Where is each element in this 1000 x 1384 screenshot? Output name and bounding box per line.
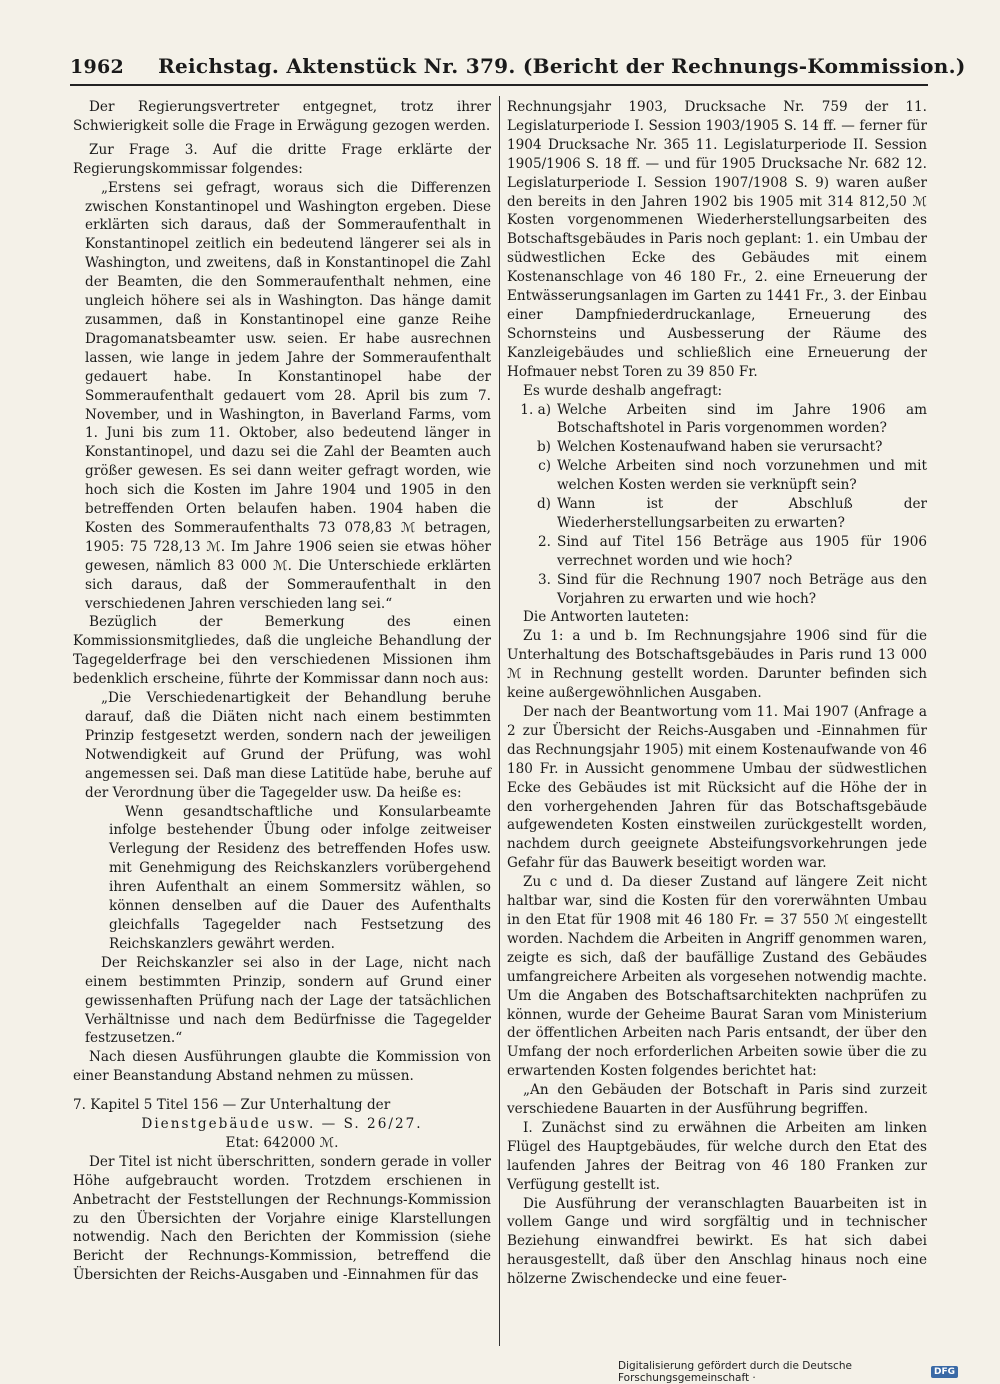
paragraph: Bezüglich der Bemerkung des einen Kommissionsmitgliedes, daß die ungleiche Behandlung der Tagegelderfrage bei den verschiedenen Missionen ihm bedenklich erscheine, führte der Kommissar dann noch aus: xyxy=(73,614,491,688)
dfg-logo: DFG xyxy=(931,1366,958,1378)
paragraph: Die Ausführung der veranschlagten Bauarbeiten ist in vollem Gange und wird sorgfältig und in technischer Beziehung einwandfrei bewirkt. Es hat sich dabei herausgestellt, daß über den Anschlag hinaus noch eine hölzerne Zwischendecke und eine feuer- xyxy=(507,1195,927,1288)
list-item: 3. Sind für die Rechnung 1907 noch Beträge aus den Vorjahren zu erwarten und wie hoch? xyxy=(538,571,927,607)
paragraph: Zu 1: a und b. Im Rechnungsjahre 1906 sind für die Unterhaltung des Botschaftsgebäudes in Paris rund 13 000 ℳ in Rechnung gestellt worden. Darunter befinden sich keine außergewöhnlichen Ausgaben. xyxy=(507,628,927,702)
right-column xyxy=(507,98,927,1289)
paragraph: Nach diesen Ausführungen glaubte die Kommission von einer Beanstandung Abstand nehmen zu müssen. xyxy=(73,1049,491,1085)
quote-paragraph: Der Reichskanzler sei also in der Lage, nicht nach einem bestimmten Prinzip, sondern auf Grund einer gewissenhaften Prüfung nach der Lage der tatsächlichen Verhältnisse und nach dem Bedürfnisse die Tagegelder festzusetzen.“ xyxy=(85,954,491,1047)
quote-paragraph: „Die Verschiedenartigkeit der Behandlung beruhe darauf, daß die Diäten nicht nach einem bestimmten Prinzip festgesetzt werden, sondern nach der jeweiligen Notwendigkeit auf Grund der Prüfung, was wohl angemessen sei. Daß man diese Latitüde habe, beruhe auf der Verordnung über die Tagegelder usw. Da heiße es: xyxy=(85,690,491,801)
footer-text: Digitalisierung gefördert durch die Deutsche Forschungsgemeinschaft · xyxy=(618,1360,852,1384)
paragraph: Es wurde deshalb angefragt: xyxy=(523,382,723,399)
section-heading-cont: Dienstgebäude usw. — S. 26/27. xyxy=(141,1116,423,1133)
list-item: 2. Sind auf Titel 156 Beträge aus 1905 für 1906 verrechnet worden und wie hoch? xyxy=(538,533,927,569)
paragraph: Der Titel ist nicht überschritten, sondern gerade in voller Höhe aufgebraucht worden. Trotzdem erschienen in Anbetracht der Feststellungen der Rechnungs-Kommission zu den Übersichten der Vorjahre einige Klarstellungen notwendig. Nach den Berichten der Kommission (siehe Bericht der Rechnungs-Kommission, betreffend die Übersichten der Reichs-Ausgaben und -Einnahmen für das xyxy=(73,1153,491,1284)
column-divider xyxy=(499,96,500,1346)
paragraph: Zur Frage 3. Auf die dritte Frage erklärte der Regierungskommissar folgendes: xyxy=(73,141,491,177)
page-number: 1962 xyxy=(70,56,125,78)
list-item: d) Wann ist der Abschluß der Wiederherstellungsarbeiten zu erwarten? xyxy=(536,496,927,531)
paragraph: Der nach der Beantwortung vom 11. Mai 1907 (Anfrage a 2 zur Übersicht der Reichs-Ausgaben und -Einnahmen für das Rechnungsjahr 1905) mit einem Kostenaufwande von 46 180 Fr. in Aussicht genommene Umbau der südwestlichen Ecke des Gebäudes ist mit Rücksicht auf die Höhe der in den vorhergehenden Jahren für das Botschaftsgebäude aufgewendeten Kosten einstweilen zurückgestellt worden, nachdem durch geeignete Absteifungsvorkehrungen jede Gefahr für das Bauwerk beseitigt worden war. xyxy=(507,704,927,872)
footer-credit xyxy=(618,1360,958,1384)
section-heading: 7. Kapitel 5 Titel 156 — Zur Unterhaltung der xyxy=(73,1097,391,1114)
left-column xyxy=(73,98,491,1285)
running-title: Reichstag. Aktenstück Nr. 379. (Bericht der Rechnungs-Kommission.) xyxy=(158,54,966,78)
paragraph: Rechnungsjahr 1903, Drucksache Nr. 759 der 11. Legislaturperiode I. Session 1903/1905 S. 14 ff. — ferner für 1904 Drucksache Nr. 365 11. Legislaturperiode II. Session 1905/1906 S. 18 ff. — und für 1905 Drucksache Nr. 682 12. Legislaturperiode I. Session 1907/1908 S. 9) waren außer den bereits in den Jahren 1902 bis 1905 mit 314 812,50 ℳ Kosten vorgenommenen Wiederherstellungsarbeiten des Botschaftsgebäudes in Paris noch geplant: 1. ein Umbau der südwestlichen Ecke des Gebäudes mit einem Kostenanschlage von 46 180 Fr., 2. eine Erneuerung der Entwässerungsanlagen im Garten zu 1441 Fr., 3. der Einbau einer Dampfniederdruckanlage, Erneuerung des Schornsteins und Ausbesserung der Räume des Kanzleigebäudes und schließlich eine Erneuerung der Hofmauer nebst Toren zu 39 850 Fr. xyxy=(507,99,927,380)
etat-line: Etat: 642000 ℳ. xyxy=(225,1134,339,1151)
quote-paragraph: Wenn gesandtschaftliche und Konsularbeamte infolge bestehender Übung oder infolge zeitweiser Verlegung der Residenz des betreffenden Hofes usw. mit Genehmigung des Reichskanzlers vorübergehend ihren Aufenthalt an einem Sommersitz wählen, so können denselben auf die Dauer des Aufenthalts gleichfalls Tagegelder nach Festsetzung des Reichskanzlers gewährt werden. xyxy=(109,803,491,952)
question-list xyxy=(507,401,927,609)
paragraph: I. Zunächst sind zu erwähnen die Arbeiten am linken Flügel des Hauptgebäudes, für welche durch den Etat des laufenden Jahres der Beitrag von 46 180 Franken zur Verfügung gestellt ist. xyxy=(507,1119,927,1193)
paragraph: Die Antworten lauteten: xyxy=(523,609,690,626)
list-item: 1. a) Welche Arbeiten sind im Jahre 1906 am Botschaftshotel in Paris vorgenommen worden? xyxy=(520,401,927,437)
paragraph: Der Regierungsvertreter entgegnet, trotz ihrer Schwierigkeit solle die Frage in Erwägung gezogen werden. xyxy=(73,99,491,134)
paragraph: Zu c und d. Da dieser Zustand auf längere Zeit nicht haltbar war, sind die Kosten für den vorerwähnten Umbau in den Etat für 1908 mit 46 180 Fr. = 37 550 ℳ eingestellt worden. Nachdem die Arbeiten in Angriff genommen waren, zeigte es sich, daß der baufällige Zustand des Gebäudes umfangreichere Arbeiten als vorgesehen notwendig machte. Um die Angaben des Botschaftsarchitekten nachprüfen zu können, wurde der Geheime Baurat Saran vom Ministerium der öffentlichen Arbeiten nach Paris entsandt, der über den Umfang der noch erforderlichen Arbeiten sowie über die zu erwartenden Kosten folgendes berichtet hat: xyxy=(507,874,927,1080)
list-item: b) Welchen Kostenaufwand haben sie verursacht? xyxy=(536,439,883,456)
paragraph: „An den Gebäuden der Botschaft in Paris sind zurzeit verschiedene Bauarten in der Ausführung begriffen. xyxy=(507,1082,927,1118)
page-header xyxy=(70,54,966,84)
header-rule xyxy=(70,84,928,86)
list-item: c) Welche Arbeiten sind noch vorzunehmen und mit welchen Kosten werden sie verknüpft sein? xyxy=(538,458,927,494)
quote-paragraph: „Erstens sei gefragt, woraus sich die Differenzen zwischen Konstantinopel und Washington ergeben. Diese erklärten sich daraus, daß der Sommeraufenthalt in Konstantinopel zeitlich ein bedeutend längerer sei als in Washington, und zweitens, daß in Konstantinopel die Zahl der Beamten, die den Sommeraufenthalt nehmen, eine ungleich höhere sei als in Washington. Das hänge damit zusammen, daß in Konstantinopel eine ganze Reihe Dragomanatsbeamter usw. seien. Er habe ausrechnen lassen, wie lange in jedem Jahre der Sommeraufenthalt gedauert habe. In Konstantinopel habe der Sommeraufenthalt gedauert vom 28. April bis zum 7. November, und in Washington, in Baverland Farms, vom 1. Juni bis zum 11. Oktober, also bedeutend länger in Konstantinopel, und dazu sei die Zahl der Beamten auch größer gewesen. Es sei dann weiter gefragt worden, wie hoch sich die Kosten im Jahre 1904 und 1905 in den betreffenden Orten belaufen haben. 1904 haben die Kosten des Sommeraufenthalts 73 078,83 ℳ betragen, 1905: 75 728,13 ℳ. Im Jahre 1906 seien sie etwas höher gewesen, nämlich 83 000 ℳ. Die Unterschiede erklärten sich daraus, daß der Sommeraufenthalt in den verschiedenen Jahren verschieden lang sei.“ xyxy=(85,179,491,612)
